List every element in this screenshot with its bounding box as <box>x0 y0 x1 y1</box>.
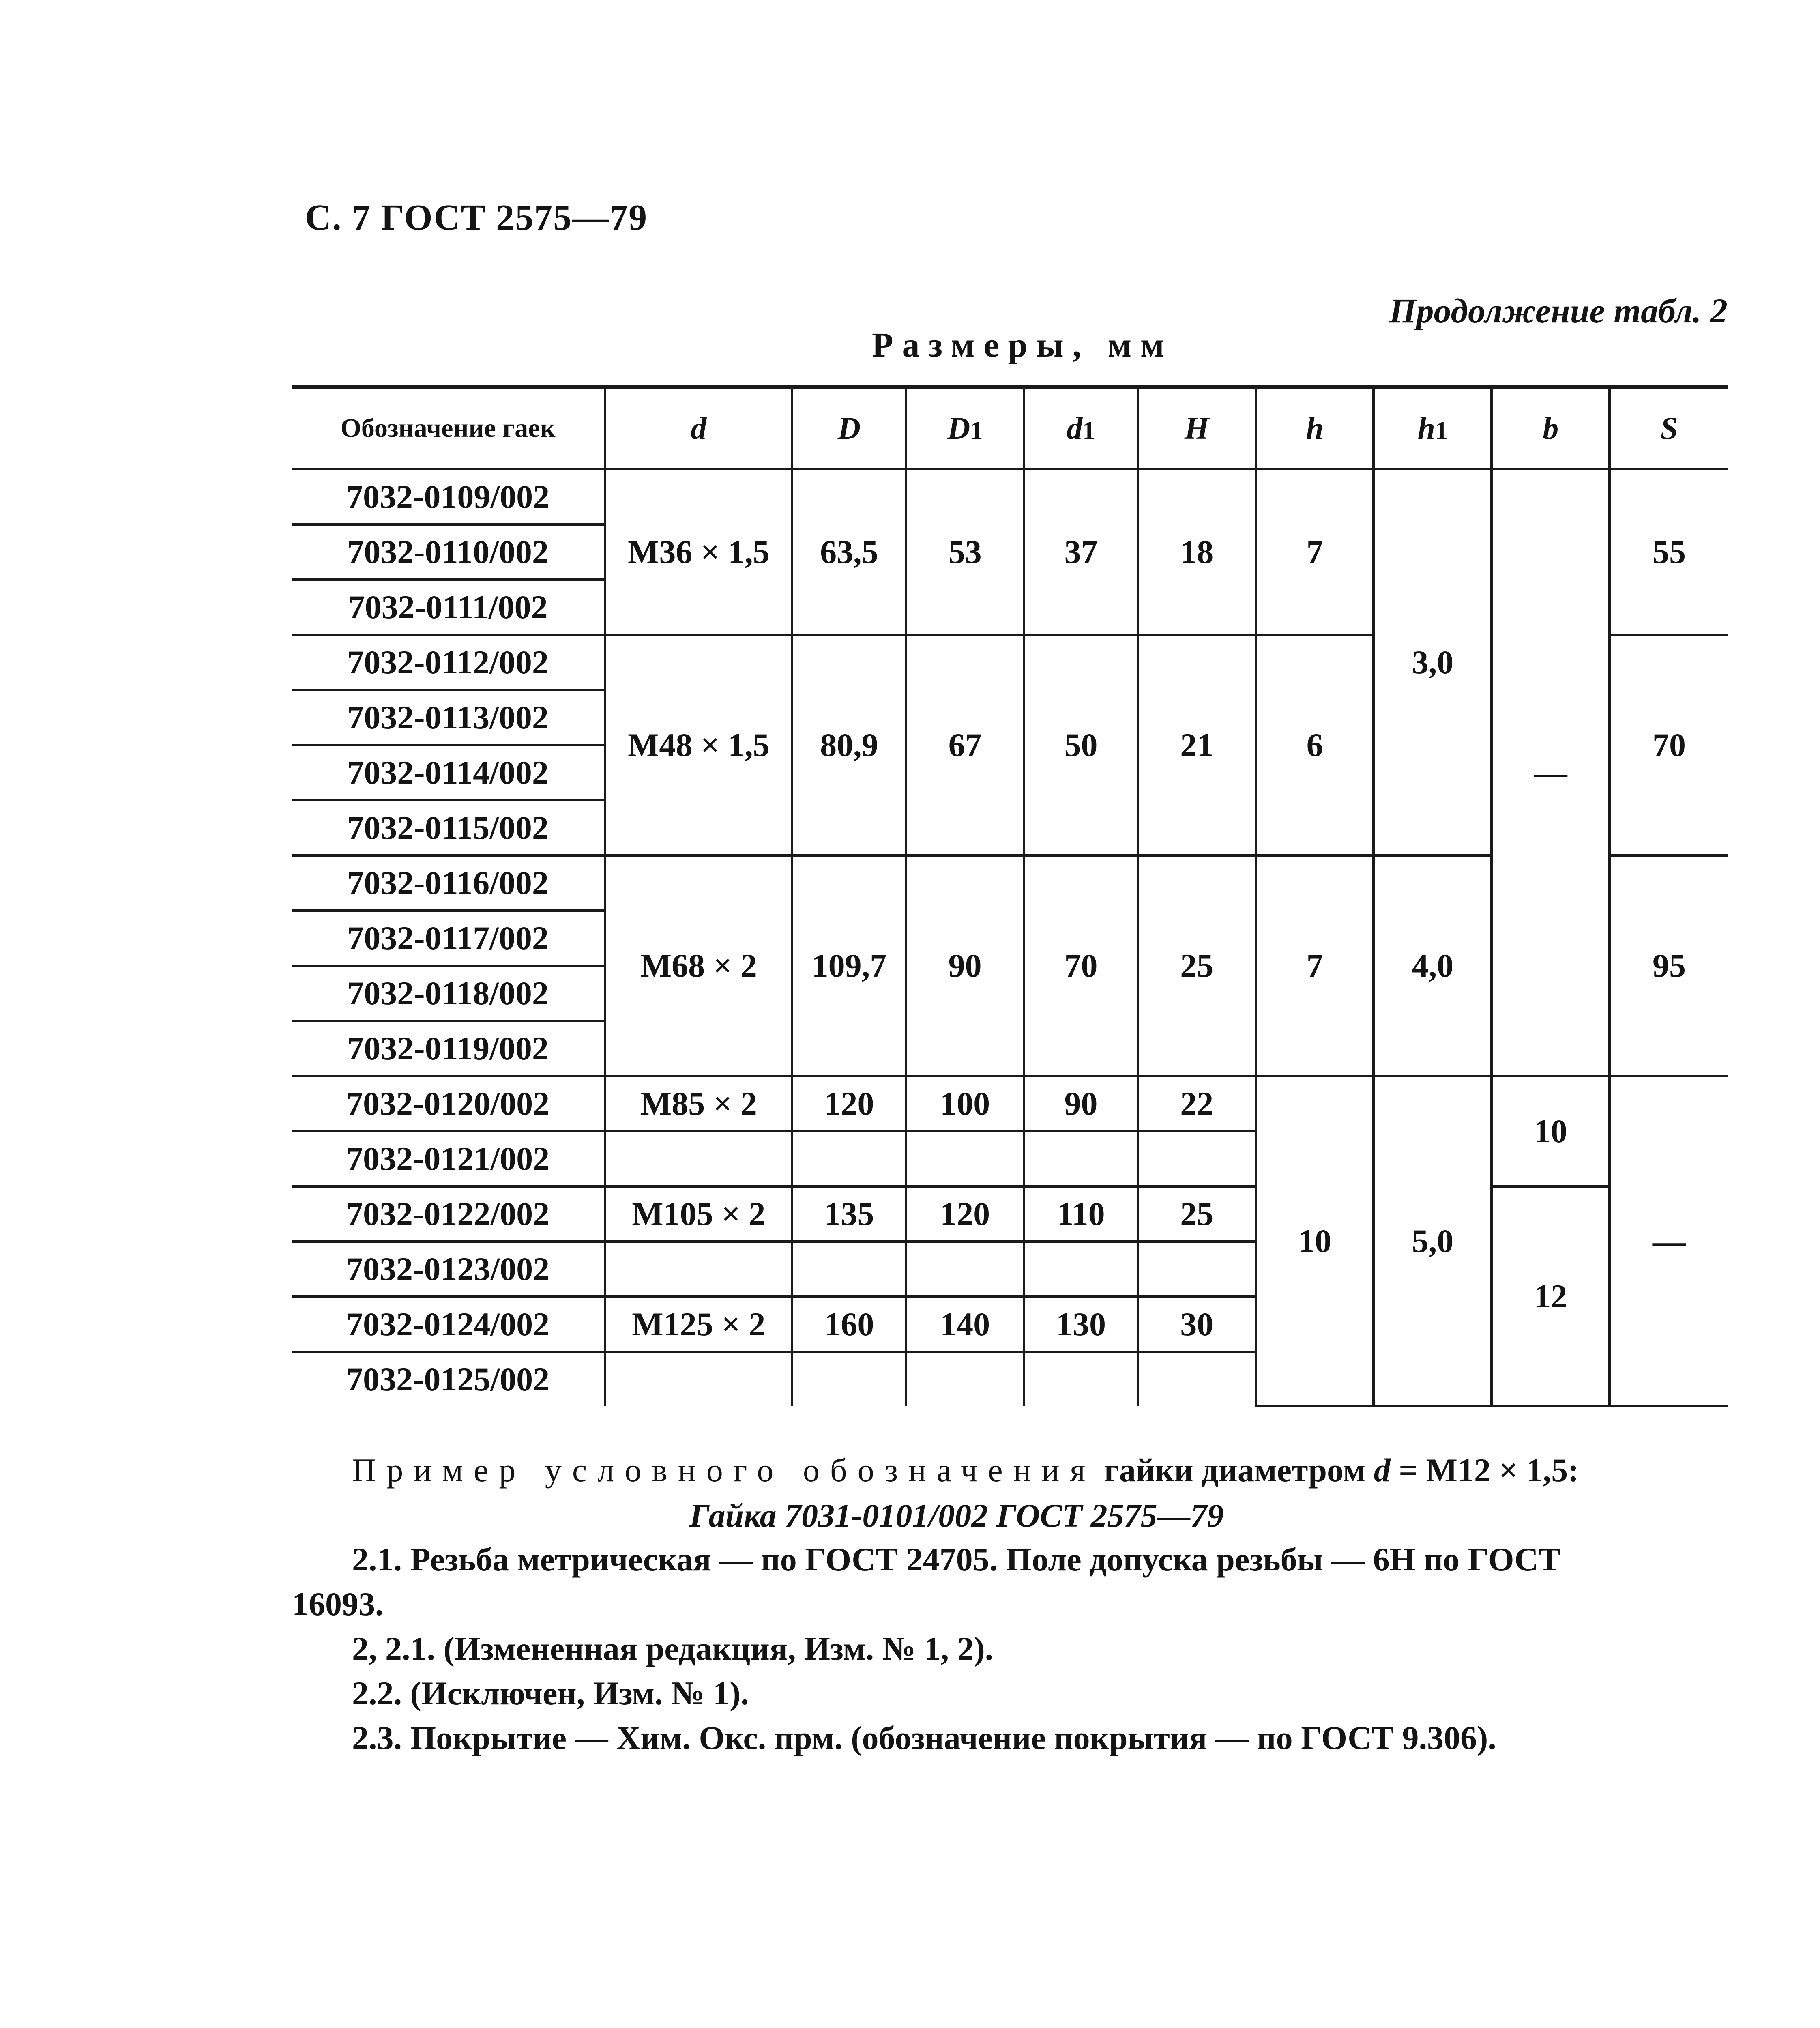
paragraph-2-1: 2.1. Резьба метрическая — по ГОСТ 24705. Поле допуска резьбы — 6Н по ГОСТ <box>352 1541 1561 1578</box>
h-cell: 7 <box>1256 469 1374 635</box>
D1-cell: 140 <box>906 1297 1024 1352</box>
header-d1-sub: 1 <box>1082 417 1095 445</box>
header-b: b <box>1492 387 1610 469</box>
h-cell: 6 <box>1256 635 1374 855</box>
header-D1-sub: 1 <box>970 417 983 445</box>
D-cell: 135 <box>792 1186 906 1242</box>
H-cell: 25 <box>1138 855 1256 1076</box>
header-H: H <box>1138 387 1256 469</box>
header-D1 <box>906 387 1024 469</box>
S-cell: 95 <box>1610 855 1728 1076</box>
header-h1 <box>1374 387 1492 469</box>
table-row <box>292 1076 1728 1131</box>
d-cell: M68 × 2 <box>605 855 792 1076</box>
designation-cell: 7032-0125/002 <box>292 1352 605 1406</box>
header-D: D <box>792 387 906 469</box>
d1-cell-empty <box>1024 1131 1138 1186</box>
designation-cell: 7032-0111/002 <box>292 580 605 635</box>
designation-cell: 7032-0112/002 <box>292 635 605 690</box>
D1-cell: 67 <box>906 635 1024 855</box>
designation-cell: 7032-0118/002 <box>292 966 605 1021</box>
d1-cell: 130 <box>1024 1297 1138 1352</box>
d1-cell: 110 <box>1024 1186 1138 1242</box>
d-cell-empty <box>605 1352 792 1406</box>
D-cell-empty <box>792 1131 906 1186</box>
d-cell: M125 × 2 <box>605 1297 792 1352</box>
header-h1-sub: 1 <box>1435 417 1448 445</box>
designation-cell: 7032-0116/002 <box>292 855 605 911</box>
header-d1 <box>1024 387 1138 469</box>
D-cell: 109,7 <box>792 855 906 1076</box>
d1-cell: 50 <box>1024 635 1138 855</box>
d1-cell: 90 <box>1024 1076 1138 1131</box>
header-h1-main: h <box>1417 410 1435 446</box>
d1-cell-empty <box>1024 1352 1138 1406</box>
header-designation: Обозначение гаек <box>292 387 605 469</box>
H-cell: 30 <box>1138 1297 1256 1352</box>
D-cell-empty <box>792 1242 906 1297</box>
header-d1-main: d <box>1067 410 1083 446</box>
designation-cell: 7032-0114/002 <box>292 745 605 800</box>
D1-cell-empty <box>906 1131 1024 1186</box>
H-cell-empty <box>1138 1352 1256 1406</box>
b-cell: — <box>1492 469 1610 1076</box>
d-cell: M36 × 1,5 <box>605 469 792 635</box>
designation-cell: 7032-0120/002 <box>292 1076 605 1131</box>
paragraph-2-1-continuation: 16093. <box>292 1585 384 1622</box>
D1-cell: 120 <box>906 1186 1024 1242</box>
H-cell: 22 <box>1138 1076 1256 1131</box>
h-cell: 10 <box>1256 1076 1374 1406</box>
D-cell: 80,9 <box>792 635 906 855</box>
designation-cell: 7032-0123/002 <box>292 1242 605 1297</box>
b-cell: 12 <box>1492 1186 1610 1406</box>
h1-cell: 4,0 <box>1374 855 1492 1076</box>
example-spaced-text: Пример условного обозначения <box>352 1452 1096 1489</box>
h1-cell: 5,0 <box>1374 1076 1492 1406</box>
table-row <box>292 469 1728 524</box>
example-line-1 <box>352 1448 1731 1493</box>
H-cell-empty <box>1138 1131 1256 1186</box>
designation-cell: 7032-0119/002 <box>292 1021 605 1076</box>
h-cell: 7 <box>1256 855 1374 1076</box>
d-cell-empty <box>605 1242 792 1297</box>
designation-cell: 7032-0122/002 <box>292 1186 605 1242</box>
H-cell: 18 <box>1138 469 1256 635</box>
H-cell: 25 <box>1138 1186 1256 1242</box>
d1-cell: 70 <box>1024 855 1138 1076</box>
b-cell: 10 <box>1492 1076 1610 1186</box>
d-cell: M85 × 2 <box>605 1076 792 1131</box>
D-cell: 160 <box>792 1297 906 1352</box>
example-variable: d <box>1374 1452 1391 1489</box>
D-cell: 120 <box>792 1076 906 1131</box>
table-header-row <box>292 387 1728 469</box>
page-header: С. 7 ГОСТ 2575—79 <box>305 198 648 238</box>
d-cell-empty <box>605 1131 792 1186</box>
d1-cell: 37 <box>1024 469 1138 635</box>
paragraph-2-revision: 2, 2.1. (Измененная редакция, Изм. № 1, 2). <box>352 1630 994 1667</box>
designation-cell: 7032-0121/002 <box>292 1131 605 1186</box>
units-label: Размеры, мм <box>872 325 1173 364</box>
designation-cell: 7032-0109/002 <box>292 469 605 524</box>
paragraph-2-3: 2.3. Покрытие — Хим. Окс. прм. (обозначение покрытия — по ГОСТ 9.306). <box>352 1719 1496 1756</box>
table-row <box>292 1186 1728 1242</box>
designation-cell: 7032-0124/002 <box>292 1297 605 1352</box>
D1-cell: 53 <box>906 469 1024 635</box>
header-h: h <box>1256 387 1374 469</box>
paragraph-2-2: 2.2. (Исключен, Изм. № 1). <box>352 1675 749 1712</box>
dimensions-table <box>292 385 1728 1407</box>
example-rest-text: гайки диаметром <box>1104 1452 1366 1489</box>
S-cell: — <box>1610 1076 1728 1406</box>
header-S: S <box>1610 387 1728 469</box>
h1-cell: 3,0 <box>1374 469 1492 855</box>
designation-cell: 7032-0115/002 <box>292 800 605 855</box>
d-cell: M48 × 1,5 <box>605 635 792 855</box>
D-cell-empty <box>792 1352 906 1406</box>
designation-cell: 7032-0117/002 <box>292 911 605 966</box>
header-d: d <box>605 387 792 469</box>
designation-cell: 7032-0110/002 <box>292 524 605 580</box>
d1-cell-empty <box>1024 1242 1138 1297</box>
H-cell: 21 <box>1138 635 1256 855</box>
D1-cell-empty <box>906 1242 1024 1297</box>
D1-cell: 100 <box>906 1076 1024 1131</box>
S-cell: 55 <box>1610 469 1728 635</box>
example-equation: = M12 × 1,5: <box>1399 1452 1579 1489</box>
table-continuation-label: Продолжение табл. 2 <box>1389 291 1728 330</box>
D1-cell-empty <box>906 1352 1024 1406</box>
S-cell: 70 <box>1610 635 1728 855</box>
H-cell-empty <box>1138 1242 1256 1297</box>
header-D1-main: D <box>947 410 970 446</box>
d-cell: M105 × 2 <box>605 1186 792 1242</box>
D1-cell: 90 <box>906 855 1024 1076</box>
D-cell: 63,5 <box>792 469 906 635</box>
designation-cell: 7032-0113/002 <box>292 690 605 745</box>
example-line-2: Гайка 7031-0101/002 ГОСТ 2575—79 <box>689 1497 1224 1534</box>
